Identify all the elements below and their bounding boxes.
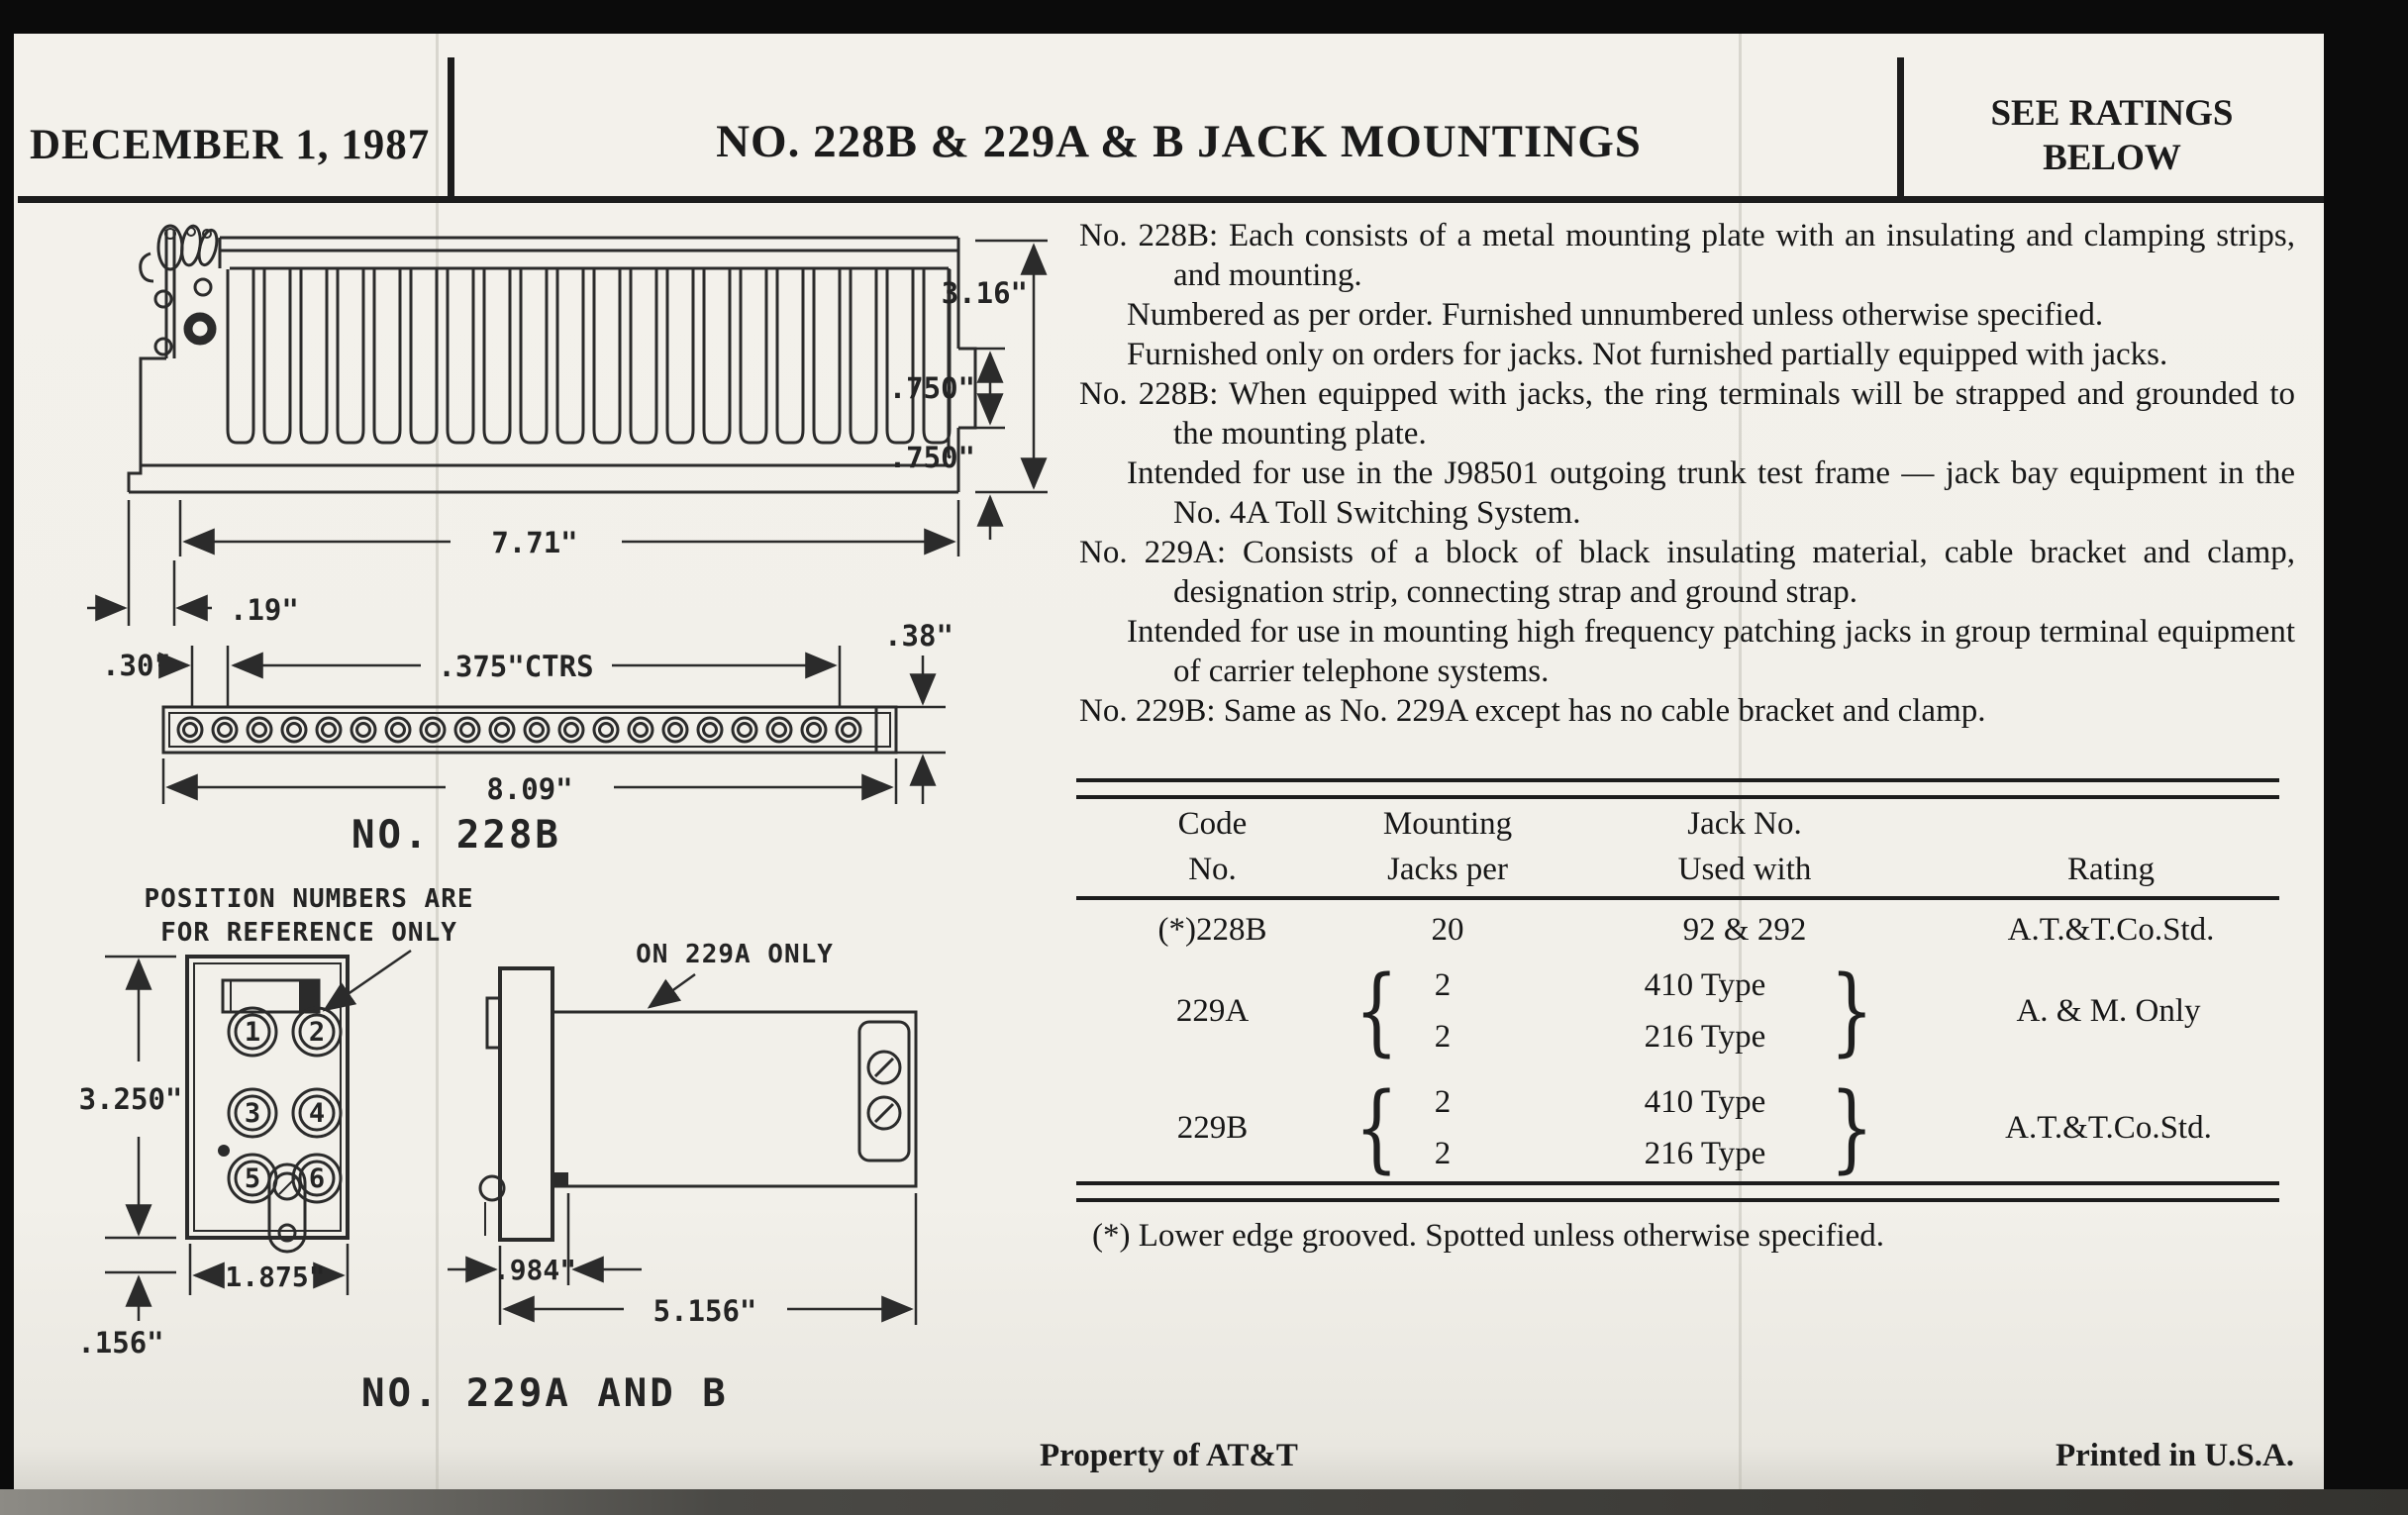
cell-code: 229B [1176, 1109, 1249, 1146]
jacks-line: 2 [1434, 1019, 1452, 1055]
position-number: 4 [308, 1098, 326, 1129]
ratings-note-line1: SEE RATINGS [1990, 93, 2234, 134]
drawing-229-side-view [361, 940, 916, 1416]
printed-notice: Printed in U.S.A. [2056, 1438, 2295, 1473]
brace-close: } [1830, 956, 1874, 1066]
table-footnote: (*) Lower edge grooved. Spotted unless otherwise specified. [1092, 1218, 1885, 1254]
ratings-note-line2: BELOW [2043, 138, 2181, 178]
brace-open: { [1354, 956, 1399, 1066]
drawing-229-front-view [77, 884, 473, 1360]
dim-228b-centers: .375"CTRS [438, 650, 594, 683]
cell-used-with [1586, 1076, 1824, 1179]
cell-jacks [1393, 1076, 1492, 1179]
header-no: No. [1188, 852, 1237, 887]
used-line: 410 Type [1644, 1084, 1766, 1120]
header-mounting: Mounting [1382, 806, 1513, 842]
dim-228b-strip-width: 8.09" [486, 772, 573, 806]
paragraph-228b-equipped: No. 228B: When equipped with jacks, the ring terminals will be strapped and grounded to the mounting plate. [1079, 376, 2295, 452]
dim-228b-upper: .750" [888, 371, 975, 405]
table-rule-bottom [1076, 1181, 2279, 1202]
paragraph-229a-consists: No. 229A: Consists of a block of black insulating material, cable bracket and clamp, designation strip, connecting strap and ground strap. [1079, 535, 2295, 610]
braced-group [1349, 1072, 1938, 1183]
label-no-228b: NO. 228B [351, 813, 561, 858]
latch-hook [141, 253, 153, 281]
mounting-hole-grommet [188, 317, 212, 341]
position-note-leader [325, 951, 411, 1010]
table-row-229a [1076, 956, 2279, 1066]
label-no-229a-and-b: NO. 229A AND B [361, 1371, 729, 1416]
used-line: 216 Type [1644, 1136, 1766, 1171]
cell-code: (*)228B [1157, 912, 1267, 948]
callout-leader [650, 974, 695, 1007]
cell-rating: A.T.&T.Co.Std. [2007, 912, 2215, 948]
jack-holes [178, 718, 860, 742]
paragraph-228b-consists: No. 228B: Each consists of a metal mounting plate with an insulating and clamping strips, and mounting. [1079, 218, 2295, 293]
position-number: 6 [308, 1163, 326, 1194]
cable-bracket [552, 1012, 916, 1186]
index-dot [218, 1145, 230, 1157]
paragraph-numbered: Numbered as per order. Furnished unnumbered unless otherwise specified. [1127, 297, 2104, 333]
paragraph-intended-228b: Intended for use in the J98501 outgoing trunk test frame — jack bay equipment in the No. 4A Toll Switching System. [1127, 455, 2295, 531]
cell-used-with [1586, 960, 1824, 1062]
cell-rating: A. & M. Only [2016, 992, 2201, 1029]
header-jack-no: Jack No. [1687, 806, 1802, 842]
dim-229-height: 3.250" [78, 1082, 183, 1116]
header-used-with: Used with [1677, 852, 1812, 887]
dim-228b-edge: .30" [102, 649, 171, 682]
position-number: 1 [244, 1017, 261, 1048]
dim-229-depth: .984" [492, 1254, 577, 1286]
braced-group [1349, 956, 1938, 1066]
cell-jacks [1393, 960, 1492, 1062]
drawing-228b-front-elevation [87, 225, 1048, 627]
jacks-line: 2 [1434, 1136, 1452, 1171]
description-text [1079, 216, 2295, 731]
cell-code: 229A [1175, 992, 1250, 1029]
dim-228b-width: 7.71" [491, 526, 578, 559]
brace-open: { [1354, 1072, 1399, 1183]
callout-on-229a-only: ON 229A ONLY [636, 940, 834, 969]
paragraph-229b-same: No. 229B: Same as No. 229A except has no cable bracket and clamp. [1079, 693, 1986, 729]
header-blank [1943, 801, 2279, 847]
property-notice: Property of AT&T [1040, 1438, 1298, 1473]
position-note-line2: FOR REFERENCE ONLY [160, 918, 457, 948]
jacks-line: 2 [1434, 967, 1452, 1003]
page-title: NO. 228B & 229A & B JACK MOUNTINGS [716, 116, 1642, 167]
comb-slots [228, 269, 950, 443]
table-rule-top [1076, 778, 2279, 799]
cell-jacks: 20 [1431, 912, 1464, 948]
position-number: 3 [244, 1098, 261, 1129]
header-jacks-per: Jacks per [1387, 852, 1508, 887]
table-row-229b [1076, 1072, 2279, 1183]
header-code: Code [1177, 806, 1248, 842]
position-note-line1: POSITION NUMBERS ARE [144, 884, 474, 914]
paragraph-intended-229a: Intended for use in mounting high frequency patching jacks in group terminal equipment of carrier telephone systems. [1127, 614, 2295, 689]
cell-rating: A.T.&T.Co.Std. [2005, 1109, 2212, 1146]
table-header-row-1 [1076, 801, 2279, 847]
table-header-row-2 [1076, 847, 2279, 892]
drawing-228b-bottom-view [102, 619, 953, 858]
position-number: 5 [244, 1163, 261, 1194]
dim-228b-offset: .19" [230, 593, 299, 627]
used-line: 410 Type [1644, 967, 1766, 1003]
position-number: 2 [308, 1017, 326, 1048]
cell-used-with: 92 & 292 [1682, 912, 1807, 948]
mounting-hole-small [195, 279, 211, 295]
dim-229-width: 1.875" [225, 1261, 326, 1293]
paragraph-furnished: Furnished only on orders for jacks. Not furnished partially equipped with jacks. [1127, 337, 2168, 372]
document-date: DECEMBER 1, 1987 [30, 122, 431, 168]
brace-close: } [1830, 1072, 1874, 1183]
ratings-table [1076, 778, 2279, 1255]
dim-228b-height: 3.16" [941, 276, 1028, 310]
header-rating: Rating [2067, 852, 2155, 887]
jacks-line: 2 [1434, 1084, 1452, 1120]
dim-228b-thickness: .38" [884, 619, 953, 653]
used-line: 216 Type [1644, 1019, 1766, 1055]
dim-229-offset: .156" [77, 1326, 164, 1360]
table-row-228b [1076, 900, 2279, 960]
dim-228b-lower: .750" [888, 441, 975, 474]
dim-229-length: 5.156" [652, 1294, 757, 1328]
